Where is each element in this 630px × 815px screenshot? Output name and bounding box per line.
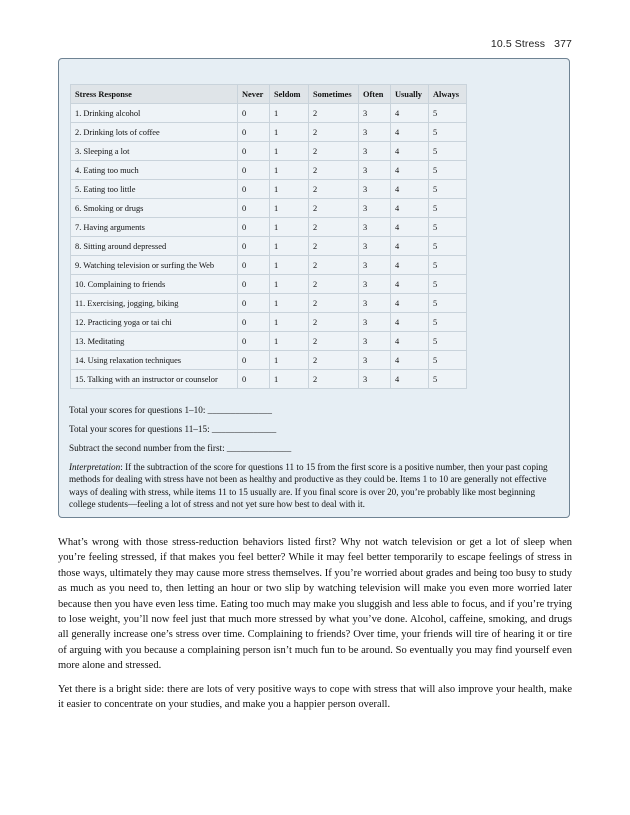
- score-cell: 5: [429, 104, 467, 123]
- score-cell: 3: [359, 104, 391, 123]
- score-cell: 5: [429, 180, 467, 199]
- stress-response-cell: 13. Meditating: [71, 332, 238, 351]
- score-cell: 4: [391, 332, 429, 351]
- table-row: [71, 199, 467, 218]
- score-cell: 4: [391, 275, 429, 294]
- interpretation: [69, 461, 561, 511]
- table-row: [71, 123, 467, 142]
- table-row: [71, 294, 467, 313]
- table-row: [71, 142, 467, 161]
- section-title: 10.5 Stress: [490, 38, 546, 50]
- score-cell: 5: [429, 218, 467, 237]
- score-cell: 1: [270, 161, 309, 180]
- column-header: Never: [238, 85, 270, 104]
- table-row: [71, 218, 467, 237]
- score-cell: 1: [270, 256, 309, 275]
- score-cell: 5: [429, 123, 467, 142]
- score-cell: 2: [309, 104, 359, 123]
- stress-response-cell: 10. Complaining to friends: [71, 275, 238, 294]
- score-cell: 3: [359, 180, 391, 199]
- score-cell: 1: [270, 104, 309, 123]
- score-cell: 5: [429, 161, 467, 180]
- score-cell: 3: [359, 123, 391, 142]
- score-cell: 1: [270, 370, 309, 389]
- score-cell: 0: [238, 161, 270, 180]
- body-text: [58, 535, 572, 720]
- score-cell: 3: [359, 370, 391, 389]
- score-cell: 0: [238, 199, 270, 218]
- stress-response-cell: 11. Exercising, jogging, biking: [71, 294, 238, 313]
- score-cell: 5: [429, 237, 467, 256]
- score-cell: 0: [238, 180, 270, 199]
- table-row: [71, 104, 467, 123]
- score-cell: 4: [391, 123, 429, 142]
- score-cell: 1: [270, 142, 309, 161]
- score-cell: 5: [429, 332, 467, 351]
- score-cell: 1: [270, 218, 309, 237]
- table-row: [71, 180, 467, 199]
- stress-response-cell: 14. Using relaxation techniques: [71, 351, 238, 370]
- paragraph-2: Yet there is a bright side: there are lots of very positive ways to cope with stress that will also improve your health, make it easier to concentrate on your studies, and make you a happier person overall.: [58, 683, 572, 711]
- score-cell: 2: [309, 199, 359, 218]
- score-cell: 0: [238, 294, 270, 313]
- score-line-subtract: Subtract the second number from the first: ______________: [69, 443, 292, 453]
- score-cell: 1: [270, 180, 309, 199]
- score-cell: 4: [391, 370, 429, 389]
- score-cell: 1: [270, 313, 309, 332]
- stress-response-cell: 8. Sitting around depressed: [71, 237, 238, 256]
- table-body: [71, 104, 467, 389]
- scoring-section: [69, 404, 561, 511]
- stress-response-cell: 2. Drinking lots of coffee: [71, 123, 238, 142]
- table-row: [71, 256, 467, 275]
- score-cell: 4: [391, 104, 429, 123]
- stress-response-cell: 12. Practicing yoga or tai chi: [71, 313, 238, 332]
- score-cell: 0: [238, 142, 270, 161]
- score-cell: 3: [359, 237, 391, 256]
- score-cell: 2: [309, 256, 359, 275]
- score-cell: 4: [391, 161, 429, 180]
- score-cell: 4: [391, 294, 429, 313]
- score-cell: 1: [270, 237, 309, 256]
- column-header: Always: [429, 85, 467, 104]
- paragraph-1: What’s wrong with those stress-reduction behaviors listed first? Why not watch television or get a lot of sleep when you’re feeling stressed, if that makes you feel better? While it may feel better temporarily to escape feelings of stress in those ways, ultimately they may cause more stress themselves. If you’re worried about grades and being too busy to study as much as you need to, then letting an hour or two slip by watching television will make you even more worried later because then you have even less time. Eating too much may make you sluggish and less able to focus, and if you’re trying to lose weight, you’ll now feel just that much more stressed by what you’ve done. Alcohol, caffeine, smoking, and drugs all generally increase one’s stress over time. Complaining to friends? Over time, your friends will tire of hearing it or tire of arguing with you because a complaining person isn’t much fun to be around. So eventually you may find yourself even more alone and stressed.: [58, 537, 572, 672]
- column-header: Stress Response: [71, 85, 238, 104]
- score-cell: 0: [238, 123, 270, 142]
- score-cell: 0: [238, 370, 270, 389]
- score-cell: 1: [270, 123, 309, 142]
- score-line-11-15: Total your scores for questions 11–15: ______________: [69, 424, 277, 434]
- score-cell: 3: [359, 294, 391, 313]
- score-cell: 4: [391, 351, 429, 370]
- score-cell: 4: [391, 313, 429, 332]
- score-cell: 0: [238, 104, 270, 123]
- score-cell: 4: [391, 237, 429, 256]
- stress-response-cell: 6. Smoking or drugs: [71, 199, 238, 218]
- table-row: [71, 313, 467, 332]
- stress-response-cell: 7. Having arguments: [71, 218, 238, 237]
- score-cell: 0: [238, 351, 270, 370]
- stress-response-cell: 1. Drinking alcohol: [71, 104, 238, 123]
- score-cell: 5: [429, 256, 467, 275]
- score-cell: 3: [359, 199, 391, 218]
- table-row: [71, 370, 467, 389]
- score-cell: 5: [429, 313, 467, 332]
- score-cell: 3: [359, 218, 391, 237]
- score-cell: 3: [359, 275, 391, 294]
- table-row: [71, 237, 467, 256]
- column-header: Usually: [391, 85, 429, 104]
- score-cell: 3: [359, 161, 391, 180]
- column-header: Seldom: [270, 85, 309, 104]
- score-cell: 3: [359, 313, 391, 332]
- score-cell: 5: [429, 142, 467, 161]
- score-cell: 3: [359, 142, 391, 161]
- score-cell: 1: [270, 351, 309, 370]
- column-header: Sometimes: [309, 85, 359, 104]
- running-head: [491, 38, 572, 50]
- table-row: [71, 161, 467, 180]
- score-cell: 5: [429, 370, 467, 389]
- stress-response-cell: 15. Talking with an instructor or counselor: [71, 370, 238, 389]
- table-row: [71, 275, 467, 294]
- score-cell: 2: [309, 161, 359, 180]
- score-cell: 1: [270, 294, 309, 313]
- interpretation-label: Interpretation: [69, 462, 121, 472]
- score-cell: 4: [391, 199, 429, 218]
- score-cell: 1: [270, 332, 309, 351]
- score-cell: 3: [359, 351, 391, 370]
- column-header: Often: [359, 85, 391, 104]
- score-cell: 4: [391, 180, 429, 199]
- score-line-1-10: Total your scores for questions 1–10: ______________: [69, 405, 272, 415]
- score-cell: 3: [359, 256, 391, 275]
- score-cell: 2: [309, 332, 359, 351]
- score-cell: 1: [270, 199, 309, 218]
- score-cell: 5: [429, 351, 467, 370]
- table-row: [71, 332, 467, 351]
- score-cell: 4: [391, 142, 429, 161]
- score-cell: 2: [309, 180, 359, 199]
- score-cell: 2: [309, 275, 359, 294]
- stress-response-cell: 9. Watching television or surfing the Web: [71, 256, 238, 275]
- score-cell: 5: [429, 294, 467, 313]
- score-cell: 2: [309, 237, 359, 256]
- score-cell: 5: [429, 275, 467, 294]
- score-cell: 2: [309, 313, 359, 332]
- score-cell: 2: [309, 370, 359, 389]
- score-cell: 1: [270, 275, 309, 294]
- score-cell: 0: [238, 275, 270, 294]
- score-cell: 2: [309, 351, 359, 370]
- page-number: 377: [554, 38, 572, 50]
- score-cell: 0: [238, 218, 270, 237]
- stress-response-table: [70, 84, 467, 389]
- score-cell: 0: [238, 256, 270, 275]
- score-cell: 2: [309, 218, 359, 237]
- score-cell: 2: [309, 294, 359, 313]
- stress-response-cell: 4. Eating too much: [71, 161, 238, 180]
- table-row: [71, 351, 467, 370]
- stress-survey-box: [58, 58, 570, 518]
- stress-response-cell: 3. Sleeping a lot: [71, 142, 238, 161]
- table-header-row: [71, 85, 467, 104]
- interpretation-text: : If the subtraction of the score for questions 11 to 15 from the first score is a positive number, then your past coping methods for dealing with stress have not been as healthy and productive as they could be. Items 1 to 10 are generally not effective ways of dealing with stress, while items 11 to 15 usually are. If you final score is over 20, you’re probably like most beginning college students—feeling a lot of stress and not yet sure how best to deal with it.: [69, 462, 548, 510]
- stress-response-cell: 5. Eating too little: [71, 180, 238, 199]
- score-cell: 3: [359, 332, 391, 351]
- score-cell: 5: [429, 199, 467, 218]
- score-cell: 0: [238, 332, 270, 351]
- score-cell: 4: [391, 218, 429, 237]
- score-cell: 2: [309, 142, 359, 161]
- score-cell: 2: [309, 123, 359, 142]
- score-cell: 4: [391, 256, 429, 275]
- score-cell: 0: [238, 237, 270, 256]
- score-cell: 0: [238, 313, 270, 332]
